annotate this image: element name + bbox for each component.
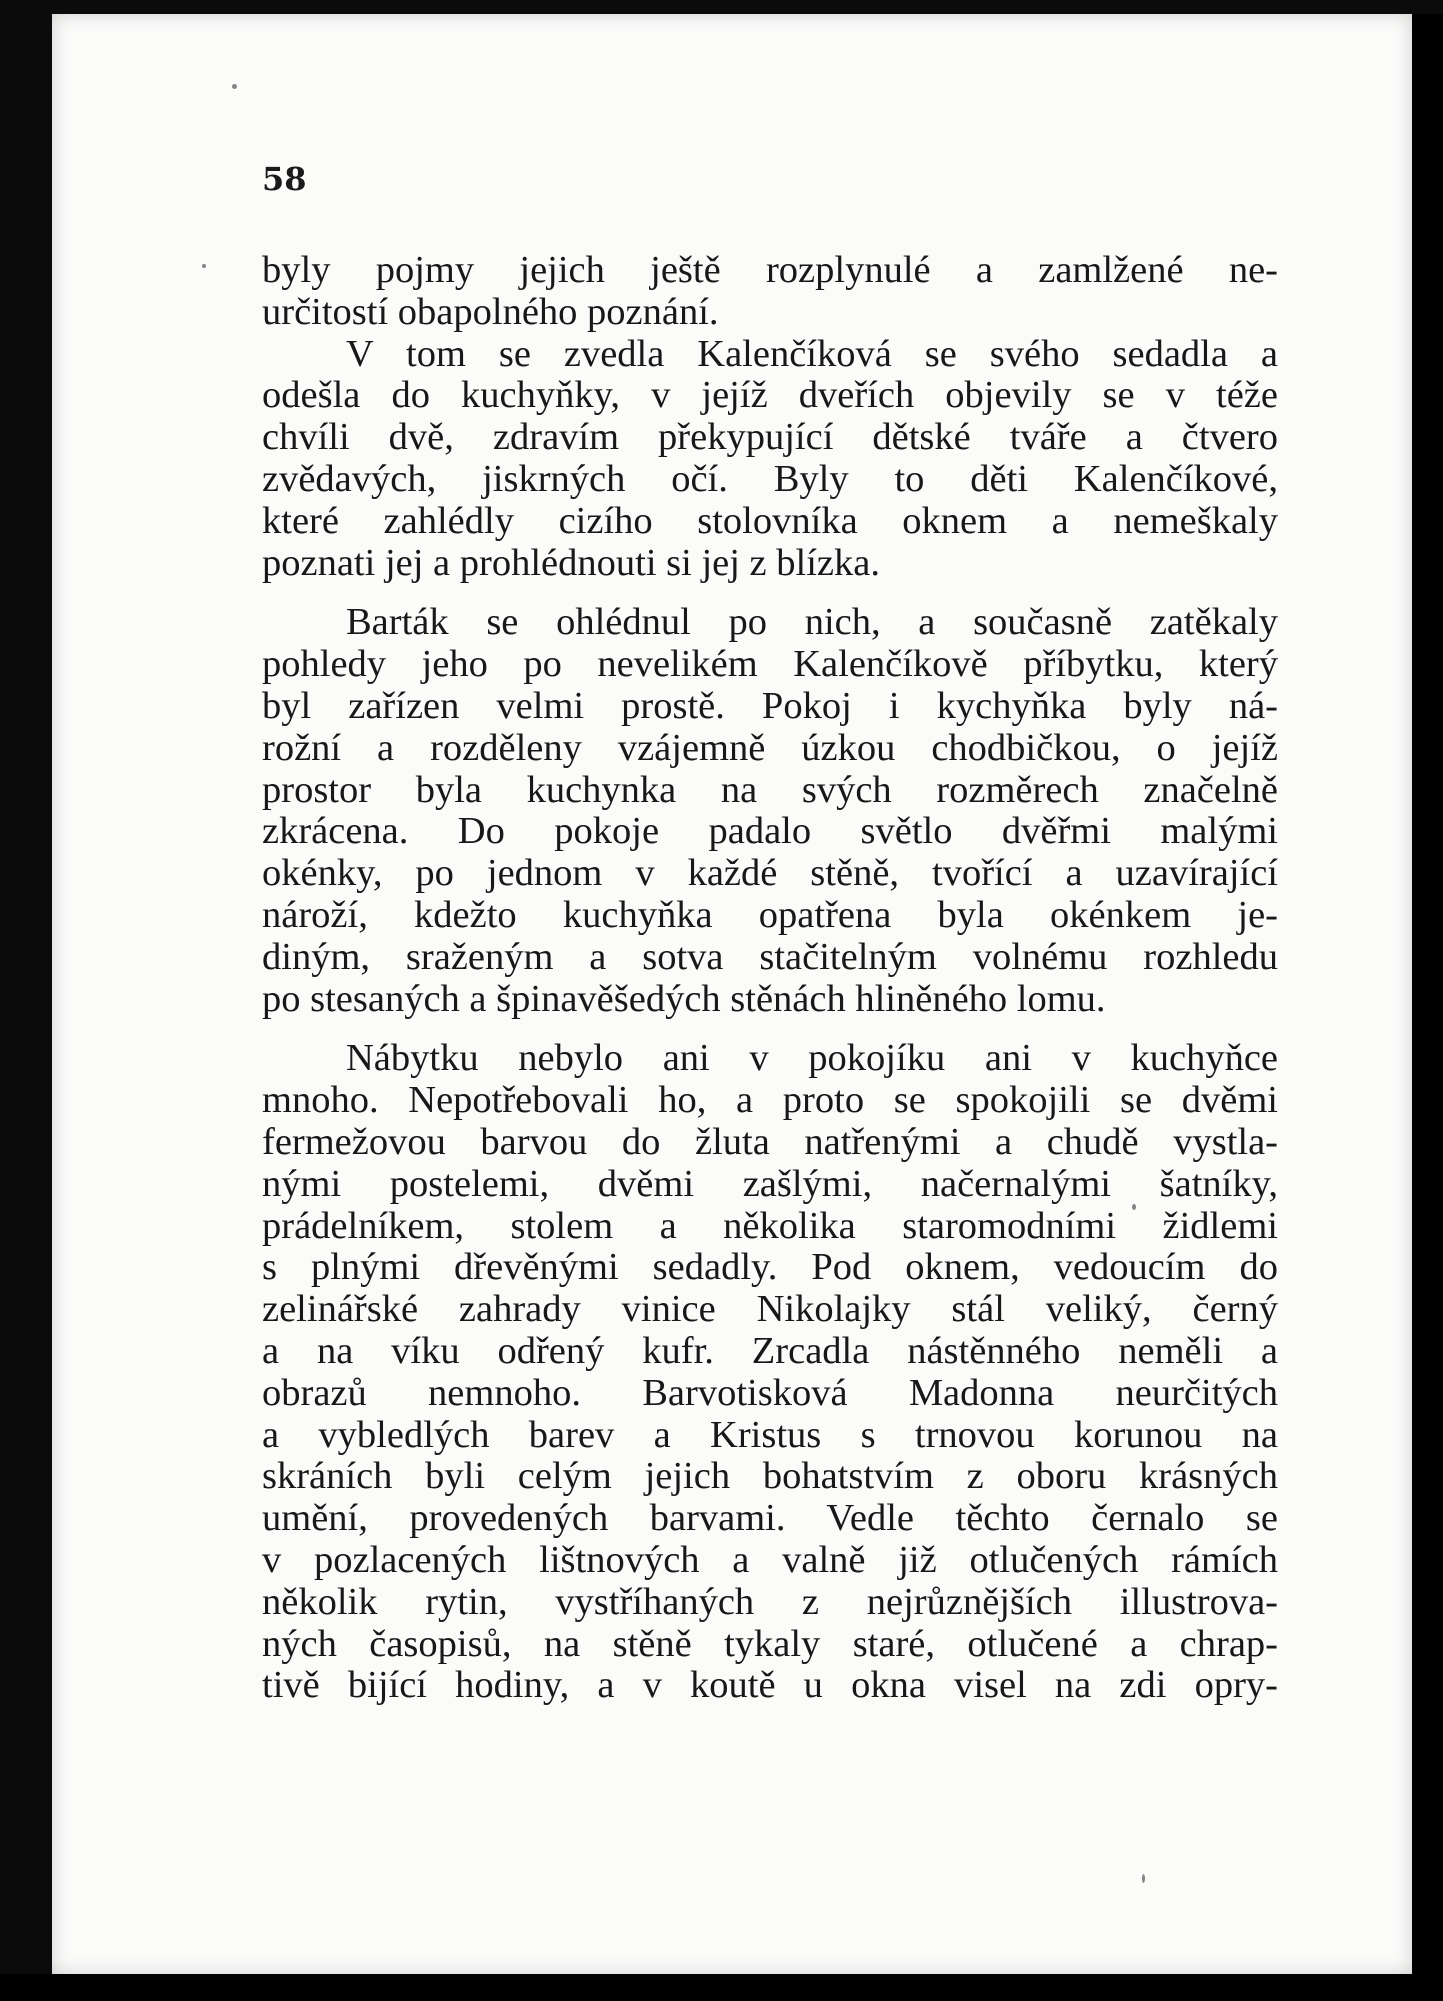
text-line: Nábytku nebylo ani v pokojíku ani v kuchyňce (346, 1037, 1278, 1080)
text-line: prádelníkem, stolem a několika staromodními židlemi (262, 1204, 1278, 1247)
text-line: V tom se zvedla Kalenčíková se svého sedadla a (346, 332, 1278, 375)
text-line: diným, sraženým a sotva stačitelným volnému rozhledu (262, 935, 1278, 978)
text-line: okénky, po jednom v každé stěně, tvořící a uzavírající (262, 852, 1278, 895)
scan-bottom-edge (0, 1974, 1443, 2001)
page-number: 58 (262, 160, 307, 198)
text-line: tivě bijící hodiny, a v koutě u okna visel na zdi opry- (262, 1664, 1278, 1707)
text-line: poznati jej a prohlédnouti si jej z blízka. (262, 541, 880, 584)
paragraph-4 (262, 1038, 1278, 1707)
text-line: pohledy jeho po nevelikém Kalenčíkově příbytku, který (262, 643, 1278, 686)
text-line: prostor byla kuchynka na svých rozměrech značelně (262, 768, 1278, 811)
text-line: odešla do kuchyňky, v jejíž dveřích objevily se v téže (262, 374, 1278, 417)
paragraph-3 (262, 602, 1278, 1020)
text-line: po stesaných a špinavěšedých stěnách hliněného lomu. (262, 977, 1106, 1020)
text-line: rožní a rozděleny vzájemně úzkou chodbičkou, o jejíž (262, 726, 1278, 769)
text-line: určitostí obapolného poznání. (262, 290, 719, 333)
text-line: byl zařízen velmi prostě. Pokoj i kychyňka byly ná- (262, 684, 1278, 727)
text-line: umění, provedených barvami. Vedle těchto černalo se (262, 1497, 1278, 1540)
text-line: skráních byli celým jejich bohatstvím z oboru krásných (262, 1455, 1278, 1498)
text-line: zelinářské zahrady vinice Nikolajky stál veliký, černý (262, 1288, 1278, 1331)
scan-right-edge (1412, 14, 1443, 2001)
text-line: které zahlédly cizího stolovníka oknem a nemeškaly (262, 499, 1278, 542)
text-line: a na víku odřený kufr. Zrcadla nástěnného neměli a (262, 1329, 1278, 1372)
text-line: byly pojmy jejich ještě rozplynulé a zamlžené ne- (262, 249, 1278, 291)
ink-speck (202, 264, 206, 268)
text-line: v pozlacených lištnových a valně již otlučených rámích (262, 1538, 1278, 1581)
text-line: s plnými dřevěnými sedadly. Pod oknem, vedoucím do (262, 1246, 1278, 1289)
text-line: fermežovou barvou do žluta natřenými a chudě vystla- (262, 1120, 1278, 1163)
text-line: několik rytin, vystříhaných z nejrůznějších illustrova- (262, 1580, 1278, 1623)
text-line: mnoho. Nepotřebovali ho, a proto se spokojili se dvěmi (262, 1079, 1278, 1122)
text-line: ných časopisů, na stěně tykaly staré, otlučené a chrap- (262, 1622, 1278, 1665)
text-line: zvědavých, jiskrných očí. Byly to děti Kalenčíkové, (262, 457, 1278, 500)
body-text (262, 250, 1278, 1707)
paragraph-1 (262, 250, 1278, 334)
text-line: obrazů nemnoho. Barvotisková Madonna neurčitých (262, 1371, 1278, 1414)
text-line: a vybledlých barev a Kristus s trnovou korunou na (262, 1413, 1278, 1456)
text-line: nároží, kdežto kuchyňka opatřena byla okénkem je- (262, 893, 1278, 936)
ink-speck (232, 84, 237, 89)
text-line: chvíli dvě, zdravím překypující dětské tváře a čtvero (262, 416, 1278, 459)
ink-speck (1142, 1874, 1145, 1883)
paragraph-2 (262, 334, 1278, 585)
text-line: Barták se ohlédnul po nich, a současně zatěkaly (346, 601, 1278, 644)
text-line: zkrácena. Do pokoje padalo světlo dvěřmi malými (262, 810, 1278, 853)
text-line: nými postelemi, dvěmi zašlými, načernalými šatníky, (262, 1162, 1278, 1205)
